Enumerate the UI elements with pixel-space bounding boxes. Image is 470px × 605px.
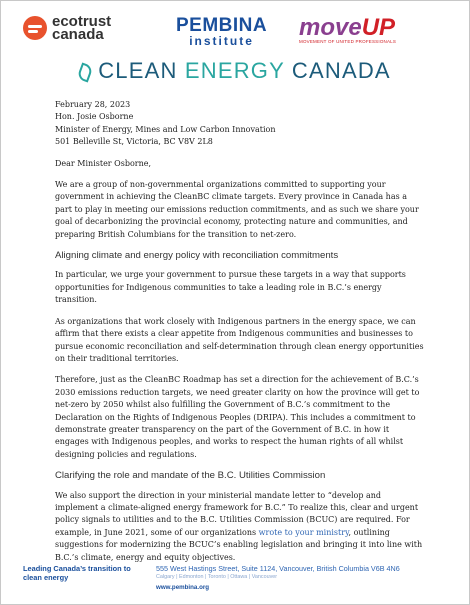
pembina-wordmark: PEMBINA bbox=[176, 15, 268, 36]
ecotrust-canada-logo bbox=[23, 15, 111, 41]
letter-body bbox=[55, 99, 425, 573]
moveup-logo bbox=[299, 15, 396, 44]
footer-tagline: Leading Canada’s transition to clean energy bbox=[23, 564, 131, 582]
recipient-block bbox=[55, 99, 425, 149]
paragraph-indigenous-partners: As organizations that work closely with Indigenous partners in the energy space, we can affirm that there exists a clear appetite from Indigenous communities and businesses to pursue economic reconciliation and self-determination through clean energy opportunities on their traditional territories. bbox=[55, 316, 424, 363]
partner-logos bbox=[1, 15, 469, 51]
recipient-title: Minister of Energy, Mines and Low Carbon Innovation bbox=[55, 124, 276, 134]
leaf-icon bbox=[79, 62, 92, 80]
salutation: Dear Minister Osborne, bbox=[55, 158, 152, 168]
recipient-address: 501 Belleville St, Victoria, BC V8V 2L8 bbox=[55, 137, 213, 147]
letter-date: February 28, 2023 bbox=[55, 100, 131, 109]
section-heading-reconciliation: Aligning climate and energy policy with reconciliation commitments bbox=[55, 250, 339, 262]
moveup-wordmark-move: move bbox=[299, 14, 362, 41]
intro-paragraph: We are a group of non-governmental organizations committed to supporting your government in achieving the CleanBC climate targets. Every province in Canada has a part to play in meeting our emissions reduction commitments, and as such we share your goal of decarbonizing the provincial economy, protecting nature and communities, and preparing British Columbians for the transition to net-zero. bbox=[55, 180, 419, 239]
clean-energy-canada-logo bbox=[1, 58, 469, 84]
pembina-institute-wordmark: institute bbox=[189, 34, 254, 48]
ecotrust-wordmark: ecotrust bbox=[52, 13, 112, 30]
recipient-name: Hon. Josie Osborne bbox=[55, 112, 134, 122]
moveup-tagline: MOVEMENT OF UNITED PROFESSIONALS bbox=[299, 39, 397, 44]
cec-canada: CANADA bbox=[284, 58, 391, 83]
ecotrust-wordmark-canada: canada bbox=[52, 26, 104, 43]
pembina-institute-logo bbox=[176, 17, 267, 47]
paragraph-mandate-letter: We also support the direction in your ministerial mandate letter to “develop and implement a climate-aligned energy framework for B.C.” To realize this, clear and urgent policy signals to utilities and to the B.C. Utilities Commission (BCUC) are required. For example, in June 2021, some of our organizations wrote to your ministry, outlining suggestions for modernizing the BCUC’s enabling legislation and bringing it into line with B.C.’s climate, energy and equity objectives. bbox=[55, 490, 423, 562]
paragraph-cleanbc-roadmap: Therefore, just as the CleanBC Roadmap has set a direction for the achievement of B.C.’s 2030 emissions reduction targets, we need greater clarity on how the province will get to net-zero by 2050 whilst also fulfilling the Government of B.C.’s commitment to the Declaration on the Rights of Indigenous Peoples (DRIPA). This includes a commitment to demonstrate greater transparency on the part of the Government of B.C. in how it engages with Indigenous peoples, and works to respect the human rights of all whilst designing policies and regulations. bbox=[55, 375, 420, 459]
letterhead-footer bbox=[23, 564, 453, 598]
cec-clean: CLEAN bbox=[98, 58, 185, 83]
cec-energy: ENERGY bbox=[184, 58, 285, 83]
paragraph-indigenous-opportunities: In particular, we urge your government to pursue these targets in a way that supports opportunities for Indigenous communities to take a leading role in B.C.’s energy transition. bbox=[55, 270, 406, 305]
footer-cities: Calgary | Edmonton | Toronto | Ottawa | Vancouver bbox=[156, 574, 278, 580]
ecotrust-mark-icon bbox=[23, 16, 47, 40]
footer-website-link[interactable]: www.pembina.org bbox=[156, 584, 210, 591]
ministry-letter-link[interactable]: wrote to your ministry bbox=[258, 527, 349, 537]
footer-address: 555 West Hastings Street, Suite 1124, Vancouver, British Columbia V6B 4N6 bbox=[156, 564, 400, 573]
moveup-wordmark-up: UP bbox=[361, 14, 396, 41]
section-heading-bcuc: Clarifying the role and mandate of the B.C. Utilities Commission bbox=[55, 470, 326, 482]
